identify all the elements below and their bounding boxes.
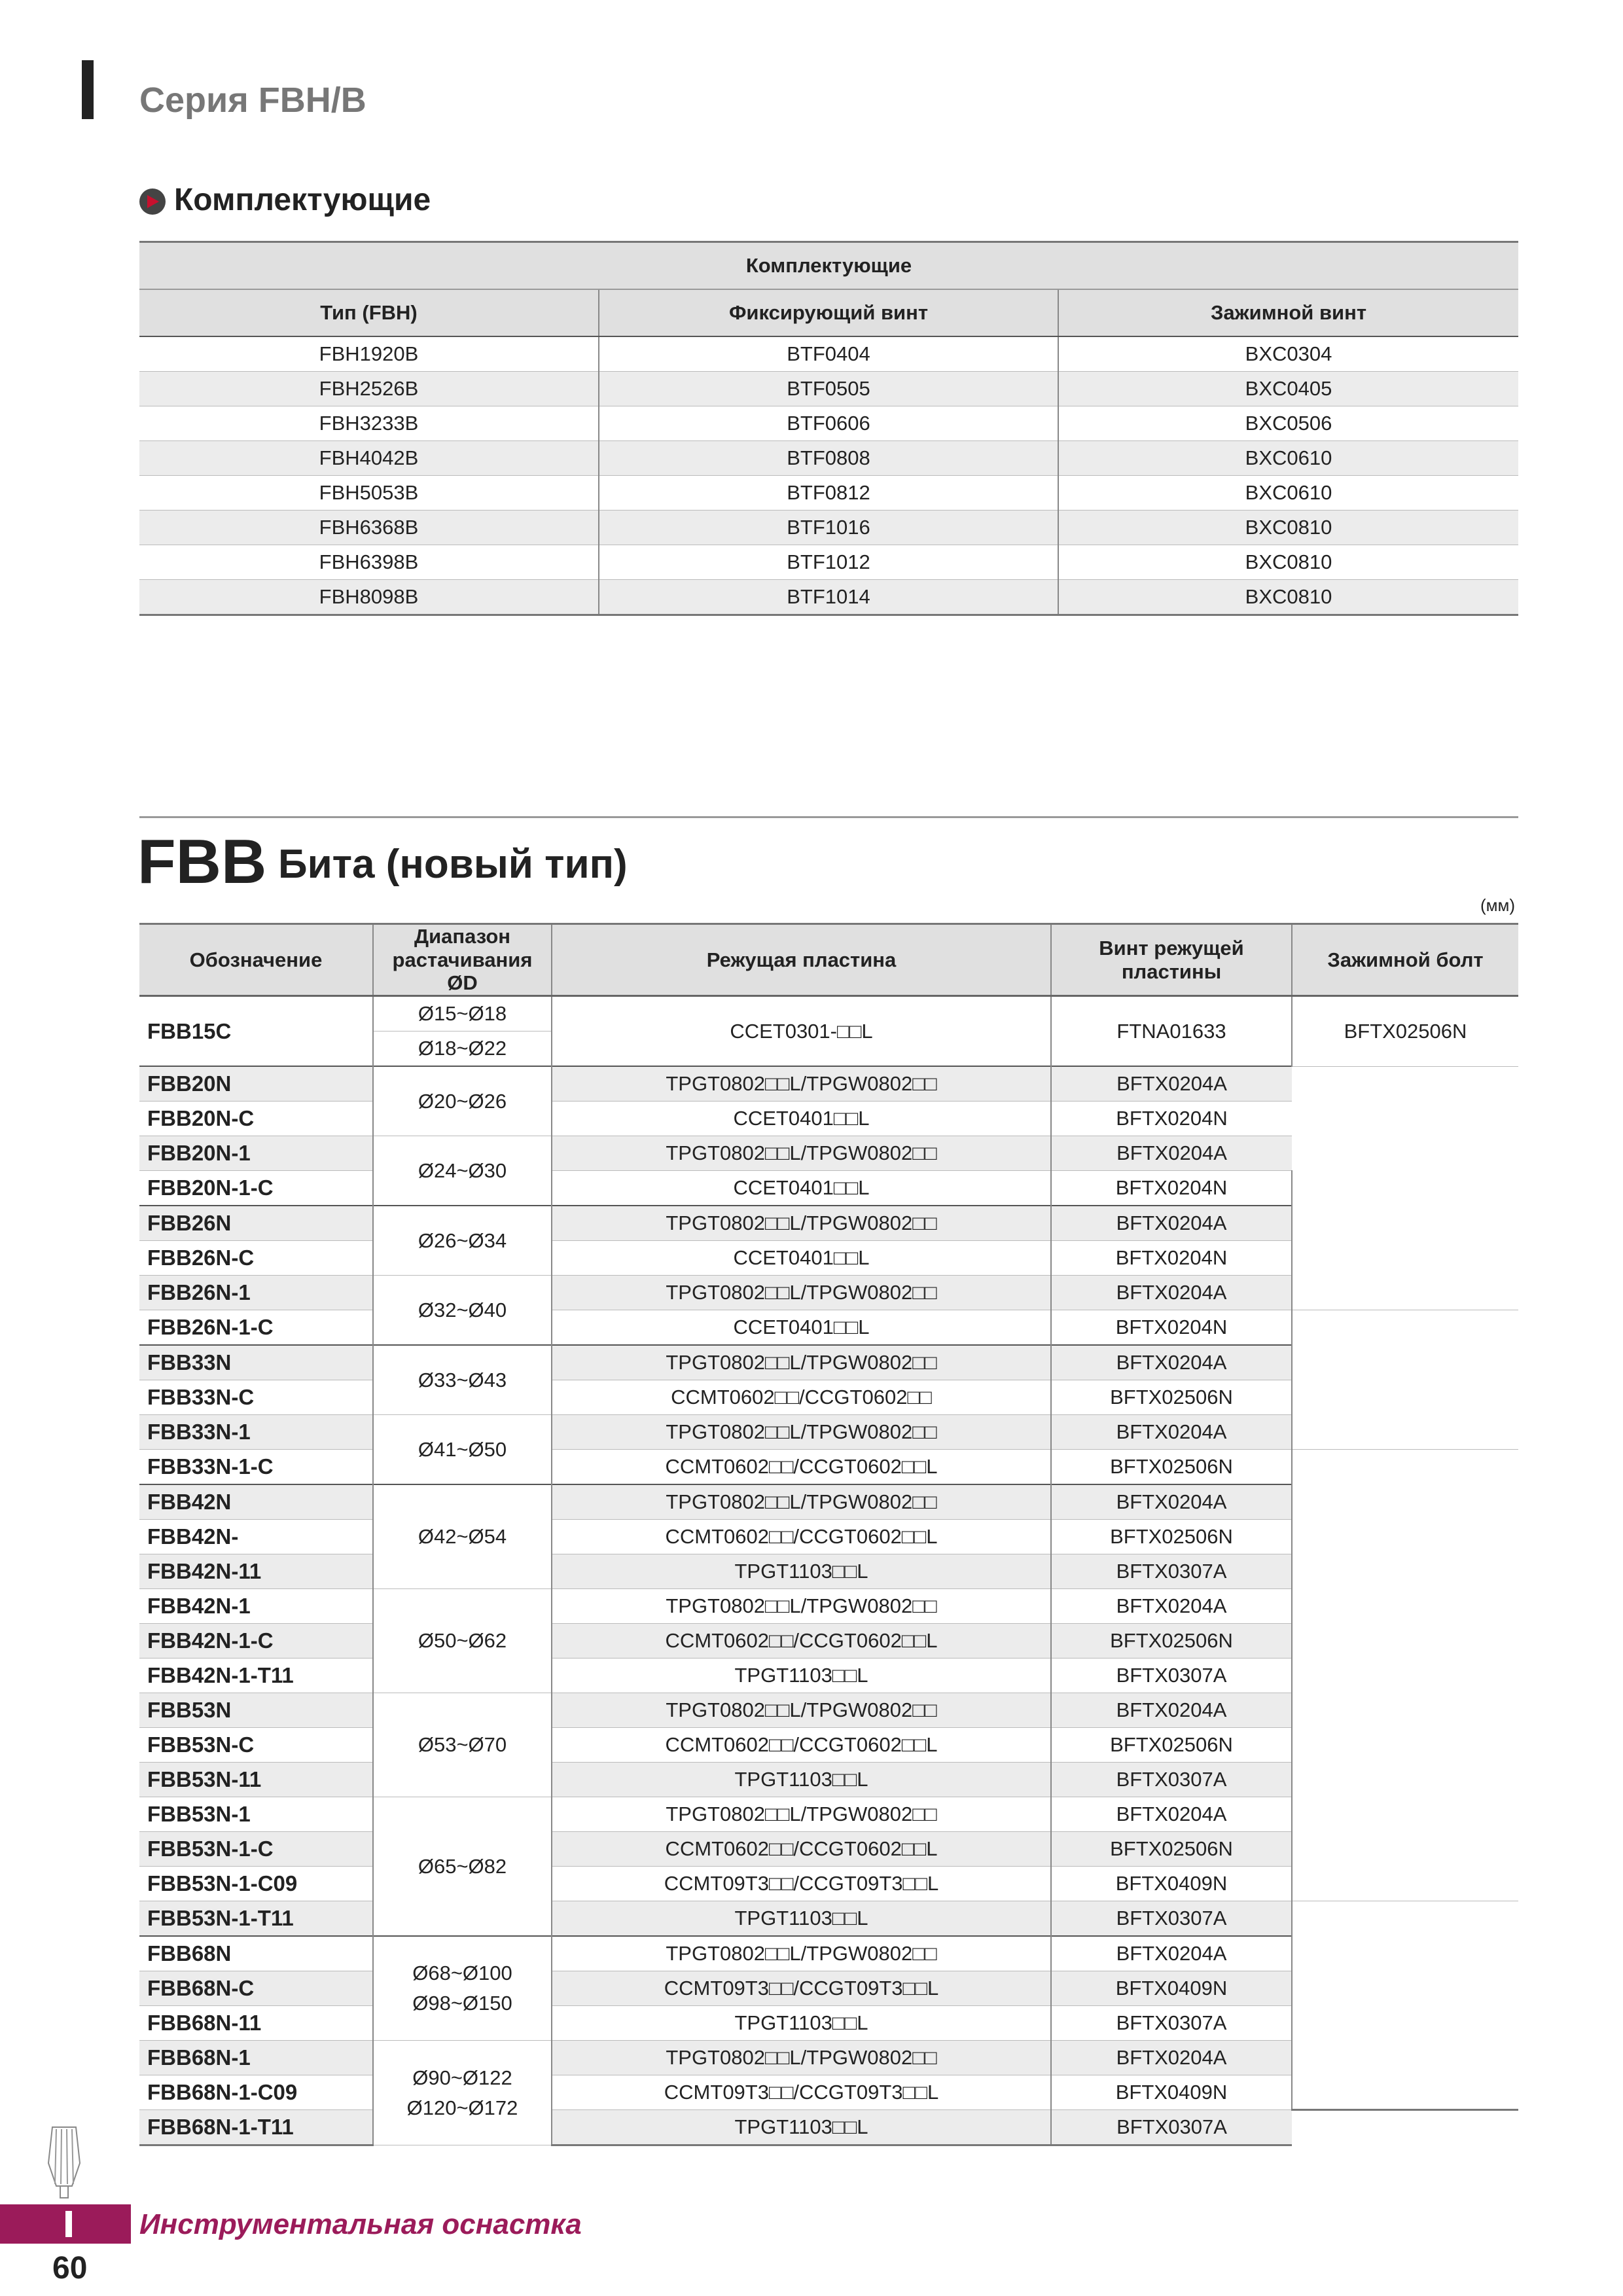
- column-header: Зажимной болт: [1292, 924, 1518, 996]
- designation-cell: FBB33N-1: [139, 1415, 373, 1450]
- insert-cell: TPGT1103□□L: [552, 1763, 1051, 1797]
- screw-cell: BFTX0409N: [1051, 1867, 1292, 1901]
- footer-marker: [65, 2211, 72, 2237]
- bolt-cell: [1292, 1901, 1518, 2110]
- accessories-table: [139, 241, 1518, 616]
- column-header: Обозначение: [139, 924, 373, 996]
- designation-cell: FBB33N-C: [139, 1380, 373, 1415]
- bolt-cell: [1292, 1171, 1518, 1310]
- range-cell: Ø26~Ø34: [373, 1206, 552, 1276]
- insert-cell: TPGT0802□□L/TPGW0802□□: [552, 1936, 1051, 1971]
- screw-cell: BFTX0204N: [1051, 1310, 1292, 1346]
- insert-cell: TPGT0802□□L/TPGW0802□□: [552, 1136, 1051, 1171]
- designation-cell: FBB26N: [139, 1206, 373, 1241]
- table-cell: BTF0812: [599, 476, 1058, 511]
- table-row: [139, 476, 1518, 511]
- insert-cell: TPGT0802□□L/TPGW0802□□: [552, 1206, 1051, 1241]
- table-row: [139, 336, 1518, 372]
- screw-cell: BFTX0204A: [1051, 1276, 1292, 1310]
- designation-cell: FBB20N-1-C: [139, 1171, 373, 1206]
- insert-cell: CCMT0602□□/CCGT0602□□L: [552, 1450, 1051, 1485]
- designation-cell: FBB53N-1-C: [139, 1832, 373, 1867]
- insert-cell: CCMT09T3□□/CCGT09T3□□L: [552, 1867, 1051, 1901]
- screw-cell: BFTX0204N: [1051, 1102, 1292, 1136]
- table-row: [139, 1136, 1518, 1171]
- screw-cell: BFTX0204A: [1051, 1415, 1292, 1450]
- bolt-cell: [1292, 1310, 1518, 1450]
- table-cell: FBH2526B: [139, 372, 599, 406]
- table-row: [139, 1066, 1518, 1102]
- range-cell: [373, 2041, 552, 2145]
- designation-cell: FBB68N-1-T11: [139, 2110, 373, 2145]
- designation-cell: FBB33N: [139, 1345, 373, 1380]
- screw-cell: BFTX0307A: [1051, 1659, 1292, 1693]
- screw-cell: BFTX0204A: [1051, 1936, 1292, 1971]
- insert-cell: TPGT0802□□L/TPGW0802□□: [552, 1415, 1051, 1450]
- screw-cell: BFTX0204A: [1051, 1345, 1292, 1380]
- screw-cell: BFTX0204A: [1051, 1693, 1292, 1728]
- column-header: Тип (FBH): [139, 289, 599, 336]
- column-header: Фиксирующий винт: [599, 289, 1058, 336]
- insert-cell: TPGT0802□□L/TPGW0802□□: [552, 1066, 1051, 1102]
- insert-cell: CCMT0602□□/CCGT0602□□L: [552, 1832, 1051, 1867]
- designation-cell: FBB68N-1: [139, 2041, 373, 2075]
- designation-cell: FBB53N-1-C09: [139, 1867, 373, 1901]
- play-circle-icon: [139, 188, 166, 215]
- table-row: [139, 511, 1518, 545]
- table-row: [139, 580, 1518, 615]
- screw-cell: BFTX0204A: [1051, 1589, 1292, 1624]
- designation-cell: FBB20N: [139, 1066, 373, 1102]
- screw-cell: BFTX0307A: [1051, 2110, 1292, 2145]
- section-divider: [139, 816, 1518, 818]
- table-cell: FBH6398B: [139, 545, 599, 580]
- screw-cell: BFTX0204A: [1051, 1797, 1292, 1832]
- range-cell: Ø50~Ø62: [373, 1589, 552, 1693]
- column-header: Зажимной винт: [1058, 289, 1518, 336]
- bolt-cell: BFTX02506N: [1292, 996, 1518, 1067]
- table-cell: BXC0405: [1058, 372, 1518, 406]
- table-cell: BXC0810: [1058, 580, 1518, 615]
- screw-cell: BFTX0204A: [1051, 1484, 1292, 1520]
- insert-cell: TPGT1103□□L: [552, 1901, 1051, 1937]
- screw-cell: BFTX02506N: [1051, 1624, 1292, 1659]
- column-header: Режущая пластина: [552, 924, 1051, 996]
- insert-cell: CCMT0602□□/CCGT0602□□L: [552, 1728, 1051, 1763]
- range-cell: Ø42~Ø54: [373, 1484, 552, 1589]
- table-cell: FBH4042B: [139, 441, 599, 476]
- range-cell: Ø20~Ø26: [373, 1066, 552, 1136]
- designation-cell: FBB53N: [139, 1693, 373, 1728]
- designation-cell: FBB20N-1: [139, 1136, 373, 1171]
- range-cell: Ø65~Ø82: [373, 1797, 552, 1937]
- designation-cell: FBB42N-1: [139, 1589, 373, 1624]
- table-cell: FBH3233B: [139, 406, 599, 441]
- range-cell: Ø32~Ø40: [373, 1276, 552, 1346]
- designation-cell: FBB42N-1-C: [139, 1624, 373, 1659]
- table-cell: BXC0610: [1058, 441, 1518, 476]
- screw-cell: BFTX0307A: [1051, 2006, 1292, 2041]
- table-caption: Комплектующие: [139, 242, 1518, 290]
- range-value: Ø120~Ø172: [406, 2096, 518, 2119]
- column-header: Диапазон растачивания ØD: [373, 924, 552, 996]
- designation-cell: FBB68N: [139, 1936, 373, 1971]
- table-cell: FBH8098B: [139, 580, 599, 615]
- screw-cell: BFTX0204A: [1051, 1136, 1292, 1171]
- designation-cell: FBB20N-C: [139, 1102, 373, 1136]
- table-cell: BXC0506: [1058, 406, 1518, 441]
- table-row: [139, 1310, 1518, 1346]
- footer-label: Инструментальная оснастка: [139, 2208, 582, 2240]
- screw-cell: BFTX0204N: [1051, 1171, 1292, 1206]
- page-number: 60: [52, 2251, 88, 2286]
- column-header: Винт режущей пластины: [1051, 924, 1292, 996]
- table-cell: FBH1920B: [139, 336, 599, 372]
- table-cell: BTF1014: [599, 580, 1058, 615]
- screw-cell: BFTX02506N: [1051, 1728, 1292, 1763]
- product-title: Бита (новый тип): [278, 842, 628, 887]
- range-value: Ø98~Ø150: [412, 1992, 512, 2015]
- range-value: Ø68~Ø100: [412, 1962, 512, 1984]
- series-title: Серия FBH/B: [139, 81, 366, 120]
- insert-cell: TPGT0802□□L/TPGW0802□□: [552, 1589, 1051, 1624]
- table-cell: BTF0505: [599, 372, 1058, 406]
- insert-cell: CCMT0602□□/CCGT0602□□L: [552, 1520, 1051, 1554]
- insert-cell: CCMT0602□□/CCGT0602□□L: [552, 1624, 1051, 1659]
- designation-cell: FBB26N-1: [139, 1276, 373, 1310]
- insert-cell: CCET0401□□L: [552, 1241, 1051, 1276]
- range-cell: Ø18~Ø22: [373, 1031, 552, 1067]
- table-cell: FBH5053B: [139, 476, 599, 511]
- insert-cell: TPGT0802□□L/TPGW0802□□: [552, 1797, 1051, 1832]
- insert-cell: TPGT1103□□L: [552, 2110, 1051, 2145]
- table-row: [139, 441, 1518, 476]
- insert-cell: CCMT09T3□□/CCGT09T3□□L: [552, 2075, 1051, 2110]
- fbb-table: [139, 923, 1518, 2146]
- table-cell: BXC0610: [1058, 476, 1518, 511]
- insert-cell: CCET0401□□L: [552, 1102, 1051, 1136]
- range-cell: Ø53~Ø70: [373, 1693, 552, 1797]
- table-cell: BTF1012: [599, 545, 1058, 580]
- designation-cell: FBB53N-11: [139, 1763, 373, 1797]
- designation-cell: FBB26N-1-C: [139, 1310, 373, 1346]
- designation-cell: FBB42N-11: [139, 1554, 373, 1589]
- insert-cell: CCMT0602□□/CCGT0602□□: [552, 1380, 1051, 1415]
- insert-cell: TPGT0802□□L/TPGW0802□□: [552, 1484, 1051, 1520]
- bolt-cell: [1292, 1450, 1518, 1901]
- screw-cell: BFTX02506N: [1051, 1380, 1292, 1415]
- designation-cell: FBB15C: [139, 996, 373, 1067]
- designation-cell: FBB68N-C: [139, 1971, 373, 2006]
- table-cell: BXC0810: [1058, 511, 1518, 545]
- range-value: Ø90~Ø122: [412, 2066, 512, 2089]
- table-row: [139, 1450, 1518, 1485]
- range-cell: Ø24~Ø30: [373, 1136, 552, 1206]
- screw-cell: BFTX0409N: [1051, 2075, 1292, 2110]
- table-row: [139, 372, 1518, 406]
- range-cell: Ø41~Ø50: [373, 1415, 552, 1485]
- table-cell: BTF0606: [599, 406, 1058, 441]
- table-row: [139, 1102, 1518, 1136]
- designation-cell: FBB53N-1-T11: [139, 1901, 373, 1937]
- table-row: [139, 545, 1518, 580]
- screw-cell: BFTX02506N: [1051, 1450, 1292, 1485]
- table-row: [139, 2110, 1518, 2145]
- screw-cell: BFTX0307A: [1051, 1554, 1292, 1589]
- designation-cell: FBB53N-1: [139, 1797, 373, 1832]
- designation-cell: FBB68N-11: [139, 2006, 373, 2041]
- screw-cell: BFTX0409N: [1051, 1971, 1292, 2006]
- insert-cell: TPGT1103□□L: [552, 1554, 1051, 1589]
- table-cell: FBH6368B: [139, 511, 599, 545]
- designation-cell: FBB68N-1-C09: [139, 2075, 373, 2110]
- designation-cell: FBB26N-C: [139, 1241, 373, 1276]
- screw-cell: BFTX0204A: [1051, 2041, 1292, 2075]
- screw-cell: BFTX02506N: [1051, 1520, 1292, 1554]
- table-row: [139, 1901, 1518, 1937]
- insert-cell: TPGT0802□□L/TPGW0802□□: [552, 1345, 1051, 1380]
- table-row: [139, 406, 1518, 441]
- screw-cell: BFTX02506N: [1051, 1832, 1292, 1867]
- designation-cell: FBB42N: [139, 1484, 373, 1520]
- designation-cell: FBB42N-: [139, 1520, 373, 1554]
- designation-cell: FBB53N-C: [139, 1728, 373, 1763]
- screw-cell: BFTX0204N: [1051, 1241, 1292, 1276]
- table-row: [139, 996, 1518, 1031]
- insert-cell: CCMT09T3□□/CCGT09T3□□L: [552, 1971, 1051, 2006]
- screw-cell: BFTX0204A: [1051, 1066, 1292, 1102]
- screw-cell: FTNA01633: [1051, 996, 1292, 1067]
- table-cell: BXC0304: [1058, 336, 1518, 372]
- product-code: FBB: [137, 827, 267, 897]
- range-cell: Ø33~Ø43: [373, 1345, 552, 1415]
- insert-cell: TPGT0802□□L/TPGW0802□□: [552, 1276, 1051, 1310]
- table-cell: BTF0404: [599, 336, 1058, 372]
- insert-cell: CCET0301-□□L: [552, 996, 1051, 1067]
- screw-cell: BFTX0204A: [1051, 1206, 1292, 1241]
- insert-cell: TPGT1103□□L: [552, 1659, 1051, 1693]
- range-cell: Ø15~Ø18: [373, 996, 552, 1031]
- designation-cell: FBB42N-1-T11: [139, 1659, 373, 1693]
- section-title: Комплектующие: [174, 183, 431, 217]
- collet-icon: [46, 2124, 82, 2199]
- screw-cell: BFTX0307A: [1051, 1901, 1292, 1937]
- table-row: [139, 1171, 1518, 1206]
- range-cell: [373, 1936, 552, 2041]
- designation-cell: FBB33N-1-C: [139, 1450, 373, 1485]
- series-marker: [82, 60, 94, 119]
- table-cell: BXC0810: [1058, 545, 1518, 580]
- table-cell: BTF0808: [599, 441, 1058, 476]
- insert-cell: TPGT1103□□L: [552, 2006, 1051, 2041]
- screw-cell: BFTX0307A: [1051, 1763, 1292, 1797]
- insert-cell: CCET0401□□L: [552, 1310, 1051, 1346]
- table-cell: BTF1016: [599, 511, 1058, 545]
- insert-cell: CCET0401□□L: [552, 1171, 1051, 1206]
- unit-label: (мм): [1480, 895, 1516, 915]
- insert-cell: TPGT0802□□L/TPGW0802□□: [552, 2041, 1051, 2075]
- insert-cell: TPGT0802□□L/TPGW0802□□: [552, 1693, 1051, 1728]
